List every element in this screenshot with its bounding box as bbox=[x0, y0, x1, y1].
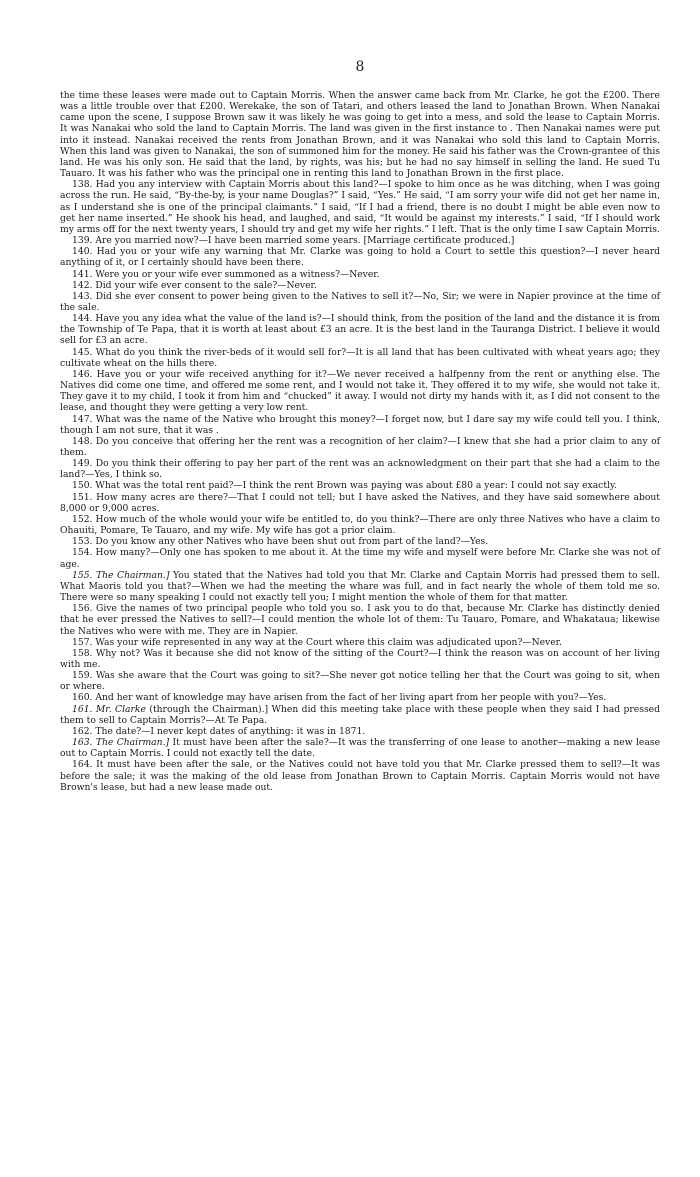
paragraph bbox=[60, 235, 660, 246]
paragraph-text: It must have been after the sale?—It was the transferring of one lease to another—making a new lease out to Captain Morris. I could not exactly tell the date. bbox=[60, 737, 661, 760]
paragraph bbox=[60, 280, 660, 291]
paragraph-text: 140. Had you or your wife any warning that Mr. Clarke was going to hold a Court to settle this question?—I never heard anything of it, or I certainly should have been there. bbox=[60, 246, 660, 269]
paragraph bbox=[60, 648, 660, 670]
paragraph-text: 148. Do you conceive that offering her the rent was a recognition of her claim?—I knew that she had a prior claim to any of them. bbox=[60, 435, 660, 458]
paragraph-text: 138. Had you any interview with Captain Morris about this land?—I spoke to him once as he was ditching, when I was going across the run. He said, “By-the-by, is your name Douglas?” I said, “Yes.” He said, “I am sorry your wife did not get her name in, as I understand she is one of the principal claimants.” I said, “If I had a friend, there is no doubt I might be able even now to get her name inserted.” He shook his head, and laughed, and said, “It would be against my interests.” I said, “If I should work my arms off for the next twenty years, I should try and get my wife her rights.” I left. That is the only time I saw Captain Morris. bbox=[60, 179, 660, 235]
paragraph bbox=[60, 670, 660, 692]
paragraph-text: 139. Are you married now?—I have been married some years. [Marriage certificate produced.] bbox=[72, 235, 515, 247]
paragraph bbox=[60, 603, 660, 636]
paragraph-text: 164. It must have been after the sale, or the Natives could not have told you that Mr. Clarke pressed them to sell?—It was before the sale; it was the making of the old lease from Jonathan Brown to Captain Morris. Captain Morris would not have Brown's lease, but had a new lease made out. bbox=[60, 759, 660, 793]
paragraph-text: 150. What was the total rent paid?—I think the rent Brown was paying was about £80 a year: I could not say exactly. bbox=[72, 480, 617, 492]
document-body bbox=[60, 90, 660, 793]
paragraph-text: 159. Was she aware that the Court was going to sit?—She never got notice telling her that the Court was going to sit, when or where. bbox=[60, 670, 660, 693]
paragraph-text: You stated that the Natives had told you that Mr. Clarke and Captain Morris had pressed them to sell. What Maoris told you that?—When we had the meeting the whare was full, and in fact nearly the whole of them told me so. There were so many speaking I could not exactly tell you; I might mention the whole of them for that matter. bbox=[60, 569, 660, 604]
paragraph bbox=[60, 269, 660, 280]
paragraph bbox=[60, 492, 660, 514]
speaker-lead: 163. The Chairman.] bbox=[72, 737, 170, 749]
paragraph bbox=[60, 514, 660, 536]
paragraph-text: 162. The date?—I never kept dates of anything: it was in 1871. bbox=[72, 725, 366, 737]
paragraph-text: 143. Did she ever consent to power being given to the Natives to sell it?—No, Sir; we were in Napier province at the time of the sale. bbox=[60, 290, 660, 313]
paragraph bbox=[60, 637, 660, 648]
paragraph bbox=[60, 246, 660, 268]
paragraph bbox=[60, 692, 660, 703]
paragraph-text: 145. What do you think the river-beds of it would sell for?—It is all land that has been cultivated with wheat years ago; they cultivate wheat on the hills there. bbox=[60, 346, 660, 369]
paragraph bbox=[60, 414, 660, 436]
paragraph-text: 149. Do you think their offering to pay her part of the rent was an acknowledgment on their part that she had a claim to the land?—Yes, I think so. bbox=[60, 458, 660, 481]
paragraph-text: 157. Was your wife represented in any way at the Court where this claim was adjudicated upon?—Never. bbox=[72, 636, 562, 648]
paragraph bbox=[60, 436, 660, 458]
paragraph-text: 142. Did your wife ever consent to the sale?—Never. bbox=[72, 279, 317, 291]
paragraph bbox=[60, 480, 660, 491]
paragraph-text: 144. Have you any idea what the value of the land is?—I should think, from the position of the land and the distance it is from the Township of Te Papa, that it is worth at least about £3 an acre. It is the best land in the Tauranga District. I believe it would sell for £3 an acre. bbox=[60, 313, 660, 347]
paragraph bbox=[60, 179, 660, 235]
paragraph bbox=[60, 726, 660, 737]
speaker-lead: 155. The Chairman.] bbox=[72, 569, 170, 581]
paragraph-text: 146. Have you or your wife received anything for it?—We never received a halfpenny from the rent or anything else. The Natives did come one time, and offered me some rent, and I would not take it. They offered it to my wife, she would not take it. They gave it to my child, I took it from him and “chucked” it away. I would not dirty my hands with it, as I did not consent to the lease, and thought they were getting a very low rent. bbox=[60, 368, 660, 414]
speaker-lead: 161. Mr. Clarke bbox=[72, 703, 146, 715]
paragraph bbox=[60, 704, 660, 726]
paragraph bbox=[60, 737, 660, 759]
page-number: 8 bbox=[355, 59, 365, 75]
paragraph-text: the time these leases were made out to Captain Morris. When the answer came back from Mr. Clarke, he got the £200. There was a little trouble over that £200. Werekake, the son of Tatari, and others leased the land to Jonathan Brown. When Nanakai came upon the scene, I suppose Brown saw it was likely he was going to get into a mess, and sold the lease to Captain Morris. It was Nanakai who sold the land to Captain Morris. The land was given in the first instance to . Then Nanakai names were put into it instead. Nanakai received the rents from Jonathan Brown, and it was Nanakai who sold this land to Captain Morris. When this land was given to Nanakai, the son of summoned him for the money. He said his father was the Crown-grantee of this land. He was his only son. He said that the land, by rights, was his; but he had no say himself in selling the land. He sued Tu Tauaro. It was his father who was the principal one in renting this land to Jonathan Brown in the first place. bbox=[60, 90, 660, 180]
paragraph-text: 160. And her want of knowledge may have arisen from the fact of her living apart from her people with you?—Yes. bbox=[72, 692, 607, 704]
paragraph bbox=[60, 313, 660, 346]
paragraph bbox=[60, 90, 660, 179]
paragraph-text: 156. Give the names of two principal people who told you so. I ask you to do that, because Mr. Clarke has distinctly denied that he ever pressed the Natives to sell?—I could mention the whole lot of them: Tu Tauaro, Pomare, and Whakataua; likewise the Natives who were with me. They are in Napier. bbox=[60, 603, 660, 637]
paragraph-text: 158. Why not? Was it because she did not know of the sitting of the Court?—I think the reason was on account of her living with me. bbox=[60, 647, 660, 670]
paragraph-text: 154. How many?—Only one has spoken to me about it. At the time my wife and myself were before Mr. Clarke she was not of age. bbox=[60, 547, 660, 570]
paragraph bbox=[60, 347, 660, 369]
paragraph bbox=[60, 291, 660, 313]
paragraph bbox=[60, 458, 660, 480]
paragraph bbox=[60, 369, 660, 414]
paragraph-text: (through the Chairman).] When did this meeting take place with these people when they said I had pressed them to sell to Captain Morris?—At Te Papa. bbox=[60, 703, 660, 726]
paragraph-text: 152. How much of the whole would your wife be entitled to, do you think?—There are only three Natives who have a claim to Ohauiti, Pomare, Te Tauaro, and my wife. My wife has got a prior claim. bbox=[60, 513, 660, 537]
paragraph-text: 147. What was the name of the Native who brought this money?—I forget now, but I dare say my wife could tell you. I think, though I am not sure, that it was . bbox=[60, 413, 660, 436]
paragraph-text: 151. How many acres are there?—That I could not tell; but I have asked the Natives, and they have said somewhere about 8,000 or 9,000 acres. bbox=[60, 491, 660, 514]
paragraph bbox=[60, 759, 660, 792]
paragraph bbox=[60, 570, 660, 603]
paragraph bbox=[60, 547, 660, 569]
paragraph-text: 141. Were you or your wife ever summoned as a witness?—Never. bbox=[72, 268, 380, 280]
paragraph bbox=[60, 536, 660, 547]
paragraph-text: 153. Do you know any other Natives who have been shut out from part of the land?—Yes. bbox=[72, 536, 489, 548]
